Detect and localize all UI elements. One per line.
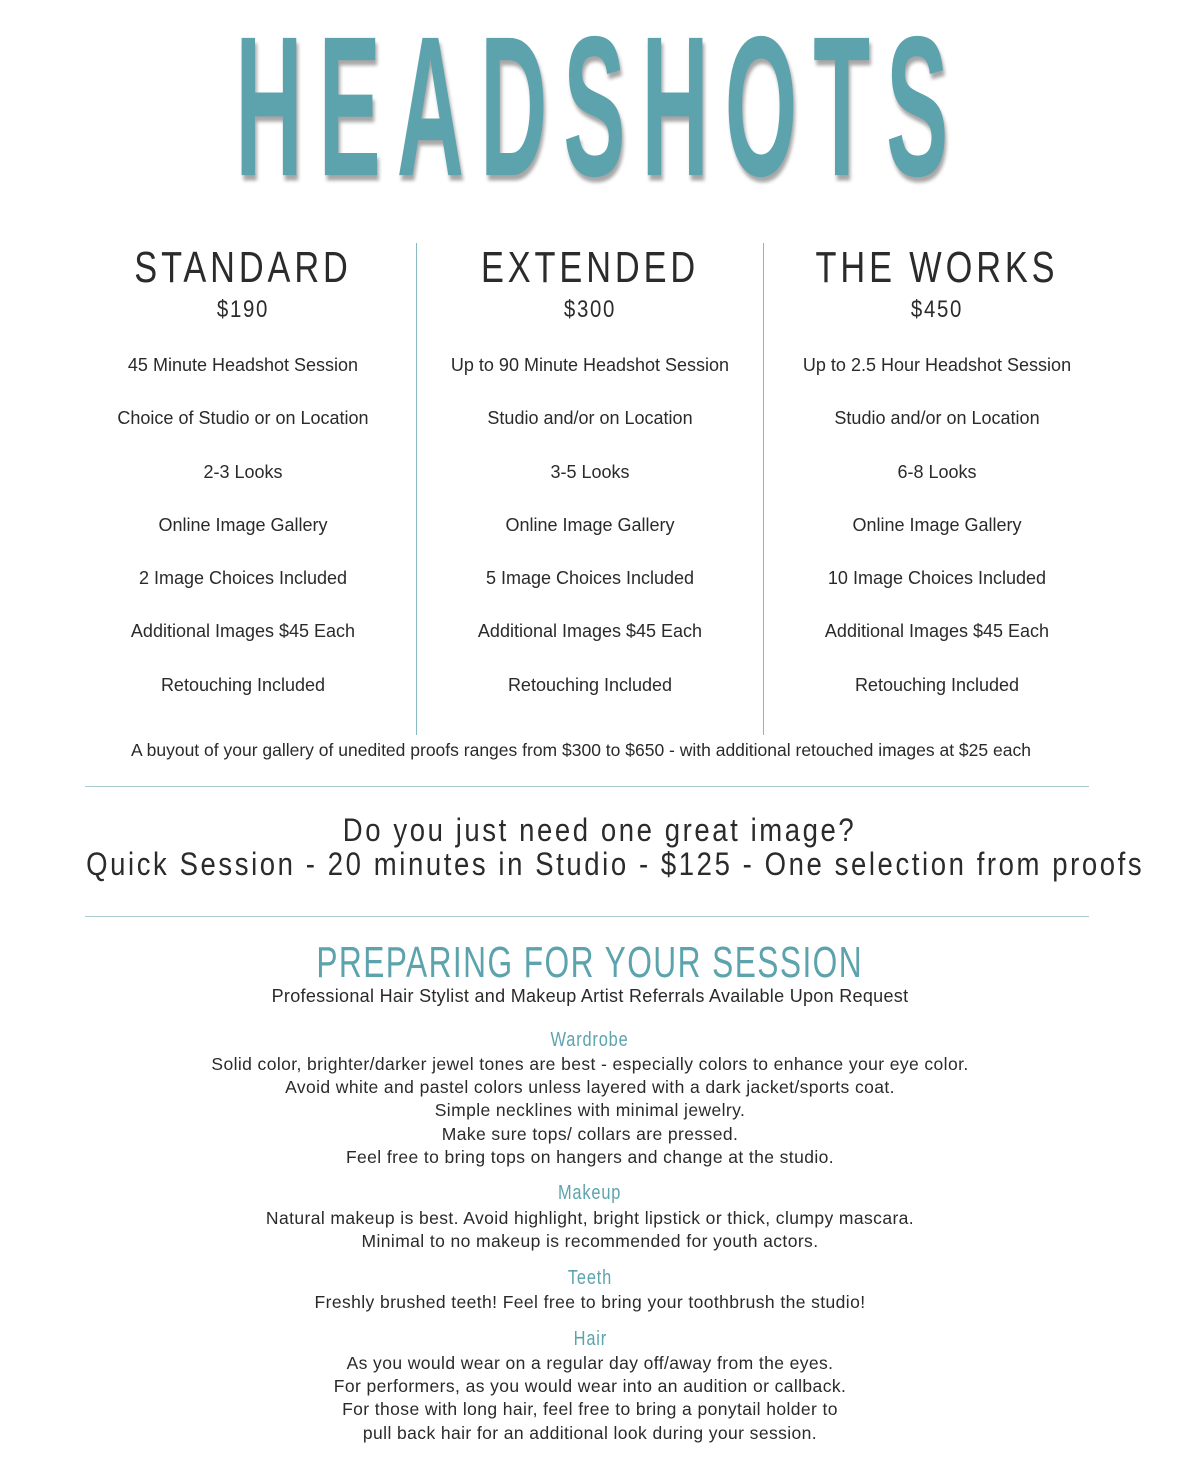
section-line: Freshly brushed teeth! Feel free to bring your toothbrush the studio! bbox=[314, 1292, 866, 1312]
section-heading-hair bbox=[0, 1327, 1180, 1351]
feature-item: Up to 90 Minute Headshot Session bbox=[450, 355, 730, 375]
feature-item: Studio and/or on Location bbox=[834, 408, 1040, 429]
section-heading-text: Teeth bbox=[567, 1267, 613, 1289]
section-heading-text: Wardrobe bbox=[551, 1029, 629, 1051]
section-line: Solid color, brighter/darker jewel tones are best - especially colors to enhance your eye color. bbox=[211, 1054, 969, 1074]
section-line: For performers, as you would wear into an audition or callback. bbox=[333, 1376, 847, 1397]
section-line: As you would wear on a regular day off/away from the eyes. bbox=[346, 1353, 834, 1373]
quick-session-details bbox=[0, 846, 1200, 882]
section-body-teeth bbox=[0, 1291, 1180, 1314]
section-heading-wardrobe bbox=[0, 1028, 1180, 1052]
section-body-wardrobe bbox=[0, 1053, 1180, 1169]
page-title bbox=[0, 0, 1200, 218]
feature-list bbox=[417, 351, 763, 724]
feature-item: 10 Image Choices Included bbox=[827, 568, 1047, 589]
feature-item: Additional Images $45 Each bbox=[477, 621, 703, 642]
feature-item: 3-5 Looks bbox=[550, 461, 630, 482]
feature-item: 2-3 Looks bbox=[203, 461, 283, 482]
feature-item: Studio and/or on Location bbox=[487, 408, 693, 429]
section-line: For those with long hair, feel free to bring a ponytail holder to bbox=[342, 1399, 838, 1420]
section-line: pull back hair for an additional look during your session. bbox=[362, 1422, 818, 1443]
divider-bottom bbox=[85, 916, 1089, 917]
feature-item: Online Image Gallery bbox=[158, 514, 328, 535]
feature-item: 45 Minute Headshot Session bbox=[127, 355, 359, 375]
feature-item: 6-8 Looks bbox=[897, 461, 977, 482]
buyout-note: A buyout of your gallery of unedited proofs ranges from $300 to $650 - with additional retouched images at $25 each bbox=[131, 740, 1031, 760]
feature-item: Online Image Gallery bbox=[505, 514, 675, 535]
feature-item: 2 Image Choices Included bbox=[138, 568, 348, 589]
feature-list bbox=[764, 351, 1110, 724]
divider-top bbox=[85, 786, 1089, 787]
package-extended bbox=[416, 243, 763, 735]
package-name: THE WORKS bbox=[815, 243, 1059, 292]
section-line: Minimal to no makeup is recommended for youth actors. bbox=[361, 1231, 819, 1252]
feature-item: Up to 2.5 Hour Headshot Session bbox=[802, 355, 1072, 375]
package-price: $190 bbox=[216, 296, 270, 323]
package-price: $300 bbox=[563, 296, 617, 323]
section-body-hair bbox=[0, 1352, 1180, 1445]
feature-item: 5 Image Choices Included bbox=[485, 568, 695, 589]
feature-item: Additional Images $45 Each bbox=[824, 621, 1050, 642]
section-line: Avoid white and pastel colors unless layered with a dark jacket/sports coat. bbox=[285, 1077, 895, 1098]
feature-item: Additional Images $45 Each bbox=[130, 621, 356, 642]
feature-item: Online Image Gallery bbox=[852, 514, 1022, 535]
preparing-heading bbox=[0, 938, 1180, 988]
section-line: Simple necklines with minimal jewelry. bbox=[434, 1100, 746, 1121]
feature-list bbox=[70, 351, 416, 724]
feature-item: Retouching Included bbox=[160, 674, 326, 695]
section-line: Make sure tops/ collars are pressed. bbox=[441, 1123, 739, 1144]
section-heading-text: Hair bbox=[573, 1328, 607, 1350]
section-heading-makeup bbox=[0, 1181, 1180, 1205]
package-standard bbox=[70, 243, 416, 735]
package-the-works bbox=[763, 243, 1110, 735]
section-line: Feel free to bring tops on hangers and change at the studio. bbox=[345, 1146, 835, 1167]
quick-session-question-text: Do you just need one great image? bbox=[343, 812, 857, 848]
section-line: Natural makeup is best. Avoid highlight, bright lipstick or thick, clumpy mascara. bbox=[265, 1208, 915, 1228]
preparing-heading-text: PREPARING FOR YOUR SESSION bbox=[316, 938, 864, 987]
section-heading-text: Makeup bbox=[558, 1182, 622, 1204]
package-name: EXTENDED bbox=[480, 243, 700, 292]
section-heading-teeth bbox=[0, 1266, 1180, 1290]
feature-item: Choice of Studio or on Location bbox=[117, 408, 369, 429]
package-name: STANDARD bbox=[134, 243, 352, 292]
section-body-makeup bbox=[0, 1207, 1180, 1253]
quick-session-details-text: Quick Session - 20 minutes in Studio - $125 - One selection from proofs bbox=[86, 846, 1145, 882]
quick-session-question bbox=[0, 812, 1200, 848]
page-title-text: HEADSHOTS bbox=[235, 0, 965, 218]
preparing-subtitle: Professional Hair Stylist and Makeup Artist Referrals Available Upon Request bbox=[271, 986, 909, 1006]
package-price: $450 bbox=[910, 296, 964, 323]
feature-item: Retouching Included bbox=[854, 674, 1020, 695]
package-columns bbox=[70, 243, 1110, 735]
feature-item: Retouching Included bbox=[507, 674, 673, 695]
